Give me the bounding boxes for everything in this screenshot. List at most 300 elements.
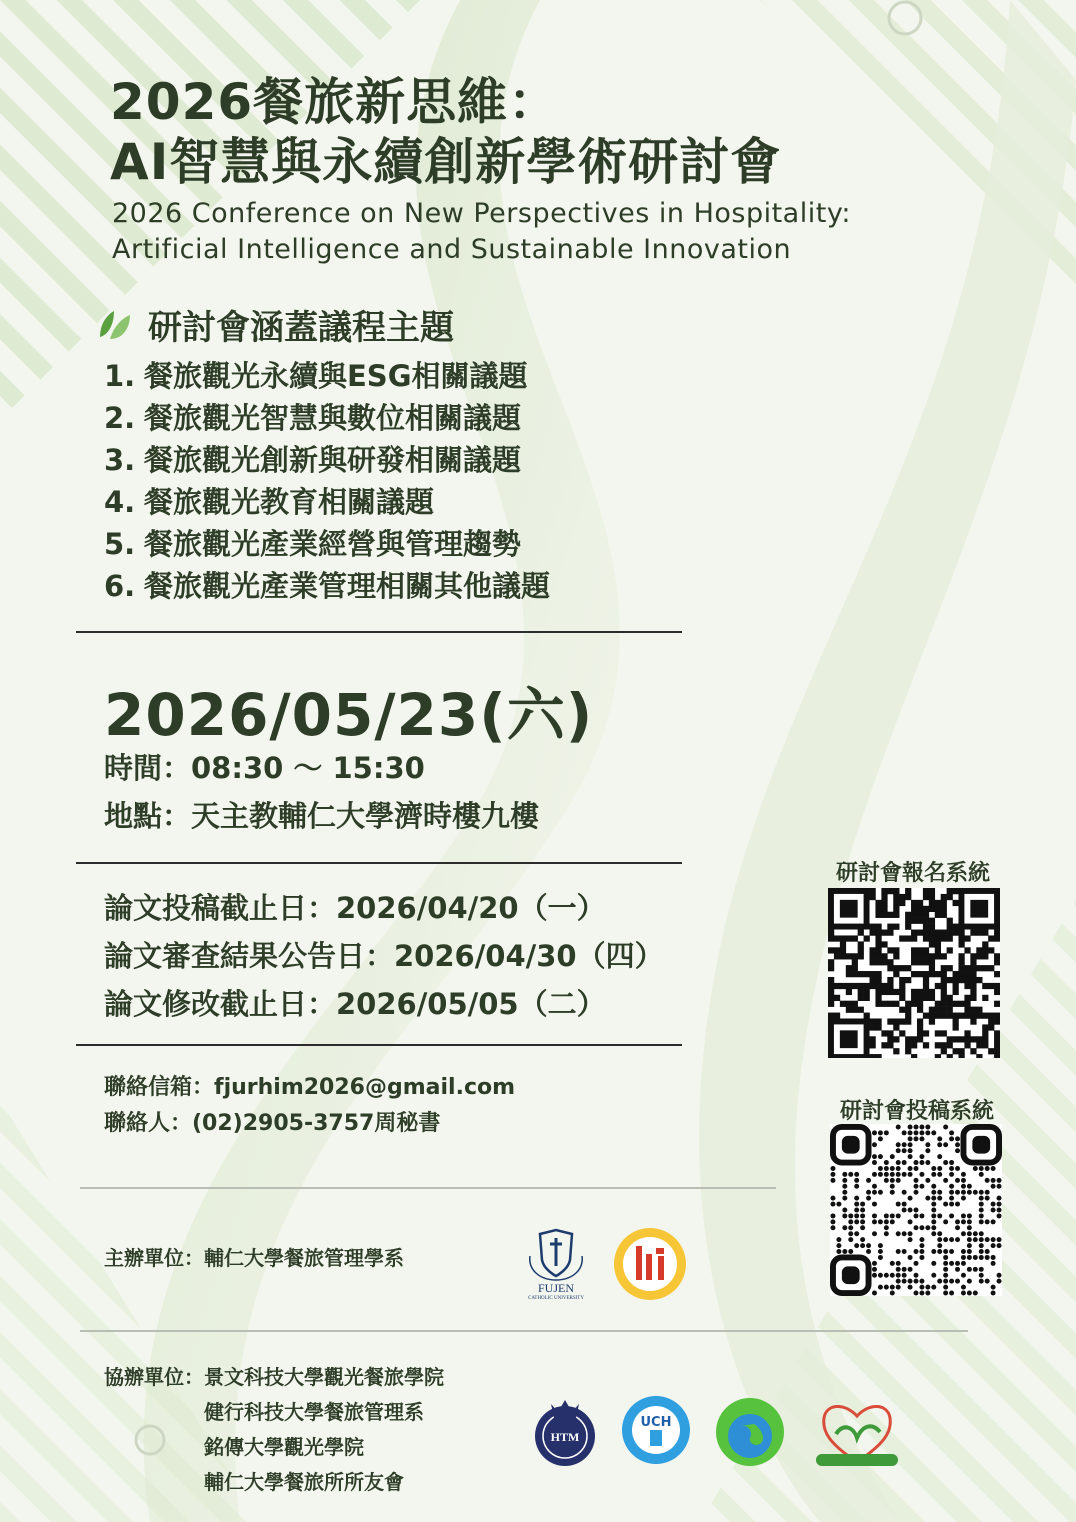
qr-module (955, 1261, 960, 1266)
qr-module (854, 1213, 859, 1218)
qr-module (941, 1048, 947, 1054)
qr-module (958, 1048, 964, 1054)
qr-module (953, 900, 959, 906)
qr-module (961, 1196, 966, 1201)
qr-module (893, 1024, 899, 1030)
qr-module (899, 894, 905, 900)
qr-module (911, 912, 917, 918)
qr-module (914, 1190, 919, 1195)
qr-module (875, 995, 881, 1001)
qr-module (988, 1024, 994, 1030)
qr-module (964, 947, 970, 953)
qr-module (953, 1018, 959, 1024)
qr-module (997, 1196, 1002, 1201)
qr-module (914, 1130, 919, 1135)
qr-module (985, 1178, 990, 1183)
qr-module (896, 1279, 901, 1284)
qr-module (870, 1018, 876, 1024)
qr-module (836, 1243, 841, 1248)
qr-module (875, 930, 881, 936)
qr-module (870, 977, 876, 983)
qr-module (896, 1202, 901, 1207)
qr-module (858, 953, 864, 959)
qr-module (893, 894, 899, 900)
qr-module (979, 1255, 984, 1260)
qr-module (994, 1030, 1000, 1036)
qr-module (842, 1184, 847, 1189)
topic-text: 餐旅觀光智慧與數位相關議題 (144, 401, 522, 435)
qr-module (870, 971, 876, 977)
qr-module (830, 1202, 835, 1207)
qr-module (872, 1202, 877, 1207)
qr-module (976, 930, 982, 936)
qr-module (973, 1237, 978, 1242)
qr-module (923, 959, 929, 965)
qr-module (964, 995, 970, 1001)
qr-module (970, 953, 976, 959)
qr-module (917, 1018, 923, 1024)
qr-module (929, 953, 935, 959)
qr-finder-center (970, 900, 988, 918)
qr-module (949, 1130, 954, 1135)
qr-module (866, 1190, 871, 1195)
qr-module (887, 977, 893, 983)
qr-module (908, 1154, 913, 1159)
qr-module (870, 924, 876, 930)
topic-number: 4. (104, 485, 136, 519)
qr-module (943, 1160, 948, 1165)
qr-module (929, 918, 935, 924)
qr-module (884, 1130, 889, 1135)
qr-module (860, 1208, 865, 1213)
qr-module (976, 1013, 982, 1019)
qr-module (988, 1013, 994, 1019)
qr-module (931, 1225, 936, 1230)
deadline-review: 論文審查結果公告日：2026/04/30（四） (104, 939, 664, 973)
qr-module (905, 1048, 911, 1054)
qr-module (846, 1001, 852, 1007)
qr-module (919, 1255, 924, 1260)
qr-module (852, 983, 858, 989)
qr-module (935, 1054, 941, 1058)
qr-module (860, 1219, 865, 1224)
qr-module (870, 1036, 876, 1042)
qr-module (937, 1249, 942, 1254)
event-time: 時間：08:30 ～ 15:30 (104, 751, 425, 785)
qr-module (929, 1018, 935, 1024)
qr-module (949, 1291, 954, 1296)
qr-module (997, 1243, 1002, 1248)
qr-module (830, 1196, 835, 1201)
qr-module (935, 912, 941, 918)
qr-module (964, 1007, 970, 1013)
qr-module (852, 935, 858, 941)
qr-module (887, 959, 893, 965)
qr-module (870, 1042, 876, 1048)
qr-module (919, 1279, 924, 1284)
qr-module (929, 900, 935, 906)
qr-module (979, 1208, 984, 1213)
qr-module (875, 1001, 881, 1007)
qr-module (991, 1261, 996, 1266)
qr-module (840, 983, 846, 989)
qr-finder-center (972, 1136, 990, 1154)
topic-number: 5. (104, 527, 136, 561)
qr-code-register[interactable] (828, 888, 1000, 1058)
qr-module (979, 1219, 984, 1224)
qr-module (919, 1237, 924, 1242)
qr-module (864, 1013, 870, 1019)
qr-module (982, 1036, 988, 1042)
qr-module (970, 959, 976, 965)
qr-module (943, 1285, 948, 1290)
qr-module (961, 1190, 966, 1195)
qr-module (872, 1142, 877, 1147)
contact-email[interactable]: 聯絡信箱：fjurhim2026@gmail.com (104, 1075, 516, 1100)
qr-module (958, 959, 964, 965)
qr-module (979, 1166, 984, 1171)
qr-module (955, 1202, 960, 1207)
qr-module (958, 977, 964, 983)
qr-module (953, 1024, 959, 1030)
qr-module (887, 1001, 893, 1007)
qr-module (872, 1231, 877, 1236)
qr-module (953, 930, 959, 936)
topic-text: 餐旅觀光產業經營與管理趨勢 (144, 527, 522, 561)
qr-module (937, 1237, 942, 1242)
qr-module (919, 1172, 924, 1177)
qr-module (905, 924, 911, 930)
list-item: 輔仁大學餐旅所所友會 (204, 1470, 404, 1494)
qr-module (887, 1018, 893, 1024)
qr-module (917, 959, 923, 965)
qr-module (905, 1013, 911, 1019)
qr-module (911, 1042, 917, 1048)
qr-module (911, 959, 917, 965)
qr-module (864, 989, 870, 995)
qr-module (997, 1213, 1002, 1218)
qr-module (925, 1178, 930, 1183)
qr-module (994, 971, 1000, 977)
qr-module (870, 983, 876, 989)
qr-module (937, 1166, 942, 1171)
qr-module (834, 947, 840, 953)
fujen-logo (520, 1226, 592, 1300)
qr-module (937, 1231, 942, 1236)
svg-text:UCH: UCH (640, 1415, 672, 1430)
qr-module (997, 1273, 1002, 1278)
qr-module (887, 965, 893, 971)
qr-module (917, 1030, 923, 1036)
qr-module (925, 1196, 930, 1201)
qr-module (976, 947, 982, 953)
topic-number: 3. (104, 443, 136, 477)
qr-module (917, 930, 923, 936)
qr-module (890, 1285, 895, 1290)
qr-module (949, 1196, 954, 1201)
qr-module (958, 953, 964, 959)
qr-module (955, 1178, 960, 1183)
qr-module (917, 912, 923, 918)
qr-module (994, 1036, 1000, 1042)
qr-module (953, 924, 959, 930)
leaf-icon (96, 307, 132, 343)
qr-module (870, 953, 876, 959)
qr-module (949, 1166, 954, 1171)
list-item: 健行科技大學餐旅管理系 (204, 1400, 424, 1424)
qr-module (878, 1255, 883, 1260)
qr-module (890, 1166, 895, 1171)
qr-module (908, 1219, 913, 1224)
event-date: 2026/05/23(六) (104, 681, 594, 749)
alumni-association-logo (810, 1392, 904, 1472)
qr-module (941, 1030, 947, 1036)
qr-module (864, 995, 870, 1001)
deadline-submission: 論文投稿截止日：2026/04/20（一） (104, 891, 606, 925)
qr-module (914, 1213, 919, 1218)
qr-module (896, 1261, 901, 1266)
qr-module (961, 1285, 966, 1290)
qr-module (828, 959, 834, 965)
qr-module (842, 1190, 847, 1195)
qr-module (848, 1172, 853, 1177)
qr-module (917, 1007, 923, 1013)
qr-module (834, 995, 840, 1001)
qr-module (979, 1273, 984, 1278)
qr-module (964, 1001, 970, 1007)
qr-module (919, 1160, 924, 1165)
qr-module (881, 930, 887, 936)
qr-module (931, 1261, 936, 1266)
qr-module (896, 1166, 901, 1171)
qr-module (953, 888, 959, 894)
qr-module (941, 930, 947, 936)
qr-module (881, 953, 887, 959)
qr-module (858, 930, 864, 936)
qr-module (917, 1036, 923, 1042)
qr-module (985, 1166, 990, 1171)
event-info (104, 744, 539, 840)
qr-module (973, 1190, 978, 1195)
qr-module (919, 1124, 924, 1129)
qr-module (991, 1184, 996, 1189)
qr-module (875, 935, 881, 941)
qr-module (985, 1196, 990, 1201)
qr-module (875, 953, 881, 959)
qr-module (967, 1249, 972, 1254)
qr-module (923, 906, 929, 912)
qr-module (828, 983, 834, 989)
qr-module (896, 1213, 901, 1218)
qr-module (830, 1172, 835, 1177)
qr-module (931, 1285, 936, 1290)
qr-module (887, 888, 893, 894)
qr-module (997, 1202, 1002, 1207)
qr-module (878, 1273, 883, 1278)
qr-module (914, 1279, 919, 1284)
list-item (104, 397, 550, 439)
uch-hospitality-logo (620, 1394, 692, 1466)
qr-module (872, 1219, 877, 1224)
qr-module (840, 1001, 846, 1007)
qr-module (976, 1007, 982, 1013)
qr-module (905, 965, 911, 971)
qr-module (828, 1013, 834, 1019)
qr-module (914, 1208, 919, 1213)
qr-module (929, 888, 935, 894)
qr-module (923, 989, 929, 995)
qr-module (905, 935, 911, 941)
qr-module (967, 1291, 972, 1296)
qr-module (830, 1178, 835, 1183)
qr-module (875, 924, 881, 930)
qr-module (919, 1285, 924, 1290)
qr-module (923, 930, 929, 936)
qr-module (846, 953, 852, 959)
qr-module (949, 1172, 954, 1177)
qr-module (875, 906, 881, 912)
qr-module (896, 1160, 901, 1165)
qr-module (953, 971, 959, 977)
qr-module (881, 1001, 887, 1007)
list-item (104, 439, 550, 481)
qr-module (875, 900, 881, 906)
qr-module (949, 1279, 954, 1284)
qr-module (875, 912, 881, 918)
qr-module (905, 977, 911, 983)
qr-module (870, 888, 876, 894)
qr-module (846, 971, 852, 977)
qr-module (973, 1291, 978, 1296)
qr-module (854, 1172, 859, 1177)
qr-module (955, 1219, 960, 1224)
qr-module (872, 1190, 877, 1195)
topic-text: 餐旅觀光創新與研發相關議題 (144, 443, 522, 477)
qr-module (982, 1024, 988, 1030)
qr-module (914, 1249, 919, 1254)
qr-module (964, 977, 970, 983)
qr-module (846, 989, 852, 995)
qr-module (881, 1030, 887, 1036)
qr-module (967, 1243, 972, 1248)
qr-module (890, 1184, 895, 1189)
qr-module (953, 989, 959, 995)
qr-module (967, 1237, 972, 1242)
qr-finder-center (840, 1030, 858, 1048)
qr-module (931, 1231, 936, 1236)
qr-module (854, 1184, 859, 1189)
qr-module (896, 1273, 901, 1278)
title-chinese (110, 72, 781, 192)
qr-module (947, 1042, 953, 1048)
qr-module (902, 1130, 907, 1135)
qr-module (941, 965, 947, 971)
qr-module (854, 1178, 859, 1183)
qr-module (943, 1249, 948, 1254)
qr-module (985, 1249, 990, 1254)
qr-code-submit[interactable] (830, 1124, 1002, 1296)
qr-module (955, 1190, 960, 1195)
qr-module (919, 1184, 924, 1189)
title-zh-line2: AI智慧與永續創新學術研討會 (110, 133, 782, 191)
qr-module (875, 959, 881, 965)
qr-module (896, 1148, 901, 1153)
qr-module (866, 1243, 871, 1248)
qr-module (970, 1048, 976, 1054)
qr-module (914, 1291, 919, 1296)
qr-module (937, 1279, 942, 1284)
co-organizer-label: 協辦單位： (104, 1365, 204, 1389)
qr-module (923, 995, 929, 1001)
qr-module (830, 1219, 835, 1224)
qr-module (881, 912, 887, 918)
qr-module (905, 912, 911, 918)
qr-module (905, 894, 911, 900)
qr-module (911, 906, 917, 912)
list-item (104, 523, 550, 565)
qr-module (828, 930, 834, 936)
qr-module (923, 918, 929, 924)
qr-module (902, 1273, 907, 1278)
qr-module (994, 1001, 1000, 1007)
qr-module (973, 1267, 978, 1272)
qr-module (997, 1184, 1002, 1189)
qr-module (908, 1255, 913, 1260)
qr-module (919, 1130, 924, 1135)
qr-module (979, 1249, 984, 1254)
qr-module (988, 983, 994, 989)
qr-module (919, 1291, 924, 1296)
qr-module (887, 924, 893, 930)
qr-module (852, 1007, 858, 1013)
qr-module (929, 971, 935, 977)
qr-module (947, 1036, 953, 1042)
qr-module (979, 1190, 984, 1195)
qr-module (902, 1148, 907, 1153)
qr-module (985, 1279, 990, 1284)
qr-module (941, 912, 947, 918)
qr-module (905, 1036, 911, 1042)
qr-module (896, 1172, 901, 1177)
qr-module (976, 1036, 982, 1042)
qr-module (870, 1054, 876, 1058)
qr-module (911, 989, 917, 995)
qr-module (931, 1172, 936, 1177)
qr-module (902, 1202, 907, 1207)
qr-module (941, 953, 947, 959)
qr-module (911, 971, 917, 977)
qr-module (979, 1196, 984, 1201)
qr-module (994, 959, 1000, 965)
qr-module (830, 1166, 835, 1171)
qr-module (840, 947, 846, 953)
qr-module (994, 930, 1000, 936)
qr-module (991, 1237, 996, 1242)
qr-module (958, 971, 964, 977)
qr-module (967, 1231, 972, 1236)
qr-module (917, 989, 923, 995)
qr-module (917, 971, 923, 977)
qr-module (955, 1142, 960, 1147)
qr-module (908, 1148, 913, 1153)
qr-module (893, 1018, 899, 1024)
qr-module (925, 1160, 930, 1165)
qr-module (893, 989, 899, 995)
topic-text: 餐旅觀光產業管理相關其他議題 (144, 569, 551, 603)
qr-module (890, 1261, 895, 1266)
qr-module (943, 1267, 948, 1272)
qr-module (854, 1202, 859, 1207)
